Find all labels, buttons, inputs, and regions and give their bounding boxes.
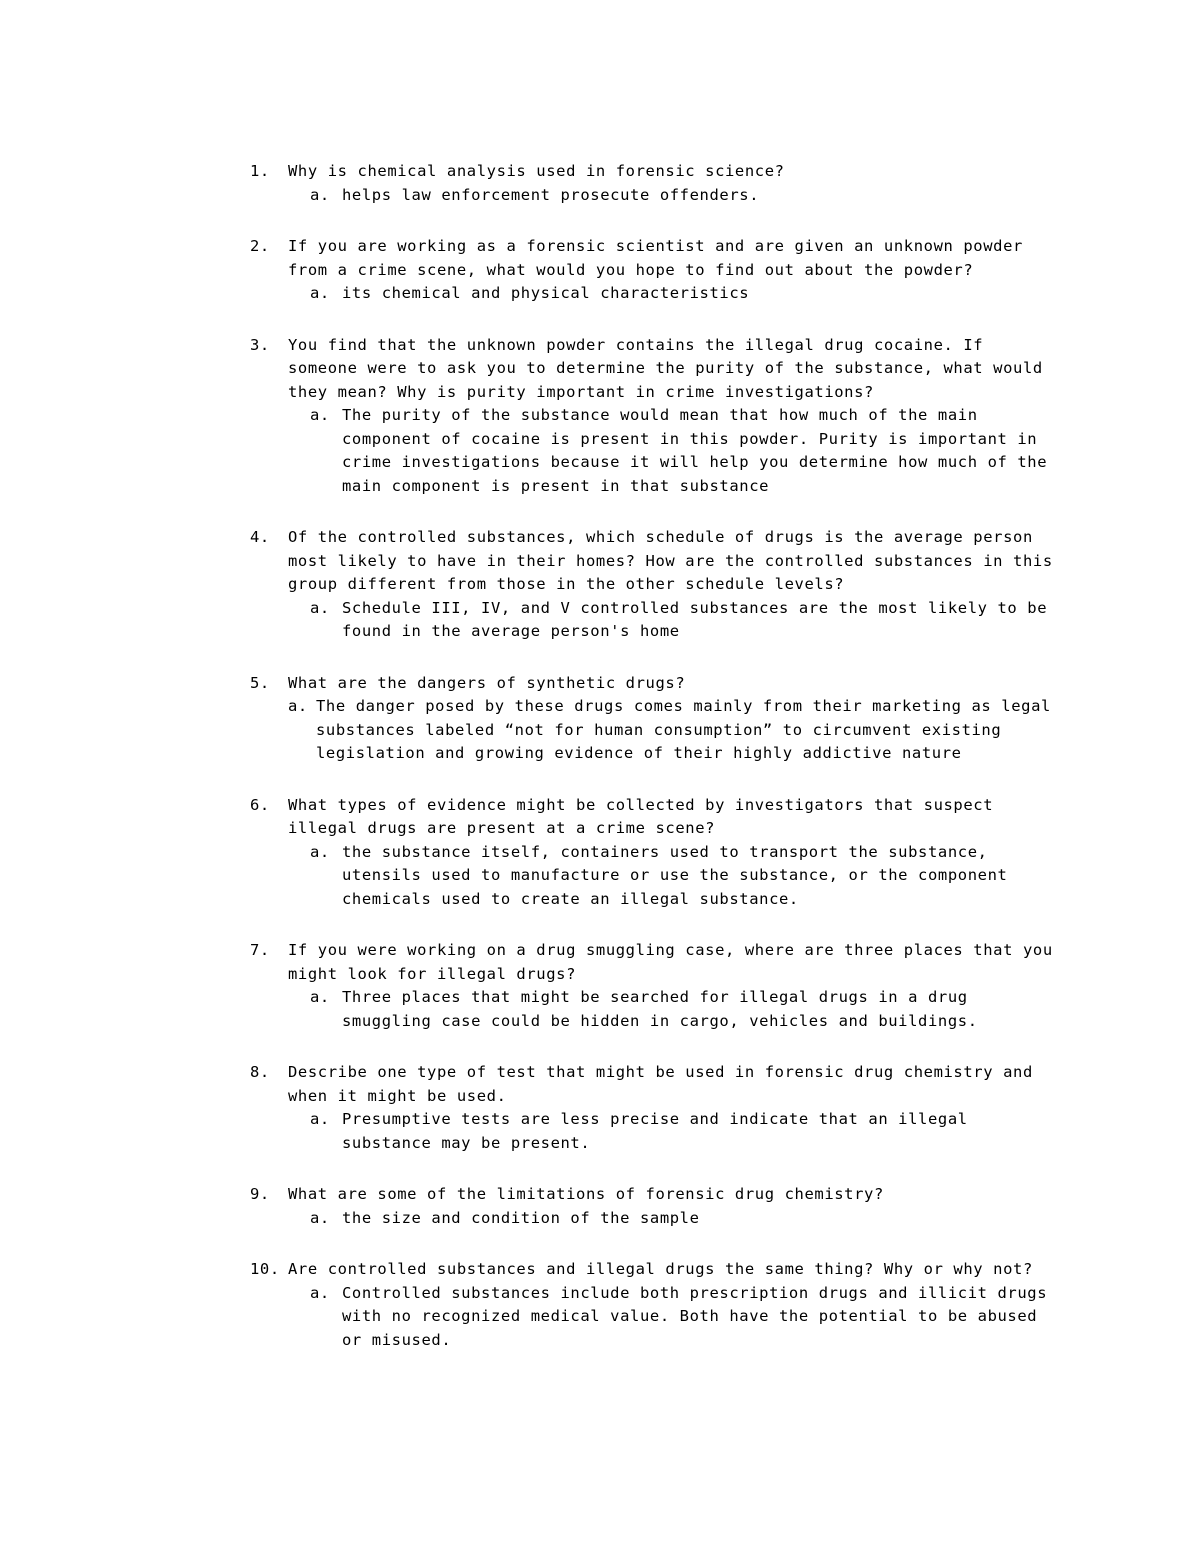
question-line <box>250 235 1060 282</box>
answer-text: the substance itself, containers used to transport the substance, utensils used to manufacture or use the substance, or the component chemicals used to create an illegal substance. <box>342 842 1018 908</box>
question-answer-item <box>250 672 1060 766</box>
question-number: 6. <box>250 795 270 814</box>
question-number: 3. <box>250 335 270 354</box>
question-number: 5. <box>250 673 270 692</box>
question-text: Are controlled substances and illegal drugs the same thing? Why or why not? <box>288 1260 1033 1278</box>
question-answer-list <box>250 160 1063 1352</box>
answer-line <box>310 1282 1060 1353</box>
answer-text: the size and condition of the sample <box>342 1208 700 1227</box>
question-text: If you are working as a forensic scientist and are given an unknown powder from a crime scene, what would you hope to find out about the powder? <box>288 237 1033 279</box>
answer-line <box>310 841 1060 912</box>
question-number: 1. <box>250 162 270 180</box>
question-line <box>250 1183 1060 1207</box>
question-answer-item <box>250 160 1060 207</box>
answer-label: a. <box>310 988 330 1006</box>
question-line <box>250 794 1060 841</box>
question-text: Why is chemical analysis used in forensic science? <box>288 162 785 180</box>
answer-label: a. <box>310 185 330 204</box>
answer-line <box>288 695 1060 766</box>
answer-text: Three places that might be searched for illegal drugs in a drug smuggling case could be hidden in cargo, vehicles and buildings. <box>342 988 978 1030</box>
answer-label: a. <box>310 842 330 861</box>
answer-label: a. <box>288 697 308 715</box>
answer-label: a. <box>310 1110 330 1128</box>
question-answer-item <box>250 334 1060 499</box>
answer-line <box>310 184 1060 208</box>
question-number: 2. <box>250 237 270 255</box>
answer-text: The purity of the substance would mean that how much of the main component of cocaine is present in this powder. Purity is important in crime investigations because it will help you determine how much of the main component is present in that substance <box>342 406 1058 495</box>
question-text: If you were working on a drug smuggling case, where are three places that you might look for illegal drugs? <box>288 941 1063 983</box>
answer-text: helps law enforcement prosecute offenders. <box>342 185 760 204</box>
question-line <box>250 672 1060 696</box>
question-text: What are some of the limitations of forensic drug chemistry? <box>288 1185 884 1203</box>
question-answer-item <box>250 1183 1060 1230</box>
question-line <box>250 1061 1060 1108</box>
question-text: Of the controlled substances, which schedule of drugs is the average person most likely to have in their homes? How are the controlled substances in this group different from those in the other schedule levels? <box>288 528 1063 593</box>
question-text: Describe one type of test that might be used in forensic drug chemistry and when it might be used. <box>288 1063 1043 1105</box>
question-text: What are the dangers of synthetic drugs? <box>288 673 686 692</box>
answer-line <box>310 986 1060 1033</box>
question-answer-item <box>250 939 1063 1033</box>
answer-line <box>310 1108 1060 1155</box>
question-number: 8. <box>250 1063 270 1081</box>
answer-line <box>310 1207 1060 1231</box>
answer-text: Presumptive tests are less precise and indicate that an illegal substance may be present. <box>342 1110 978 1152</box>
answer-line <box>310 404 1060 498</box>
answer-line <box>310 282 1060 306</box>
question-line <box>250 939 1063 986</box>
answer-text: its chemical and physical characteristics <box>342 284 750 302</box>
question-answer-item <box>250 1258 1060 1352</box>
question-answer-item <box>250 235 1060 306</box>
answer-text: Controlled substances include both prescription drugs and illicit drugs with no recognized medical value. Both have the potential to be abused or misused. <box>342 1283 1058 1349</box>
question-answer-item <box>250 794 1060 912</box>
answer-label: a. <box>310 1283 330 1302</box>
answer-label: a. <box>310 598 330 617</box>
question-text: What types of evidence might be collected by investigators that suspect illegal drugs are present at a crime scene? <box>288 795 1004 837</box>
question-text: You find that the unknown powder contains the illegal drug cocaine. If someone were to ask you to determine the purity of the substance, what would they mean? Why is purity important in crime investigations? <box>288 335 1053 401</box>
question-line <box>250 160 1060 184</box>
question-line <box>250 334 1060 405</box>
answer-label: a. <box>310 406 330 424</box>
answer-line <box>310 597 1060 644</box>
question-number: 10. <box>250 1260 280 1278</box>
answer-label: a. <box>310 1208 330 1227</box>
question-number: 4. <box>250 528 270 546</box>
question-answer-item <box>250 1061 1060 1155</box>
question-line <box>250 526 1063 597</box>
answer-text: The danger posed by these drugs comes mainly from their marketing as legal substances labeled “not for human consumption” to circumvent existing legislation and growing evidence of their highly addictive nature <box>316 697 1061 762</box>
question-answer-item <box>250 526 1063 644</box>
question-number: 9. <box>250 1185 270 1203</box>
question-number: 7. <box>250 941 270 959</box>
answer-text: Schedule III, IV, and V controlled substances are the most likely to be found in the average person's home <box>342 598 1058 640</box>
answer-label: a. <box>310 284 330 302</box>
question-line <box>250 1258 1060 1282</box>
